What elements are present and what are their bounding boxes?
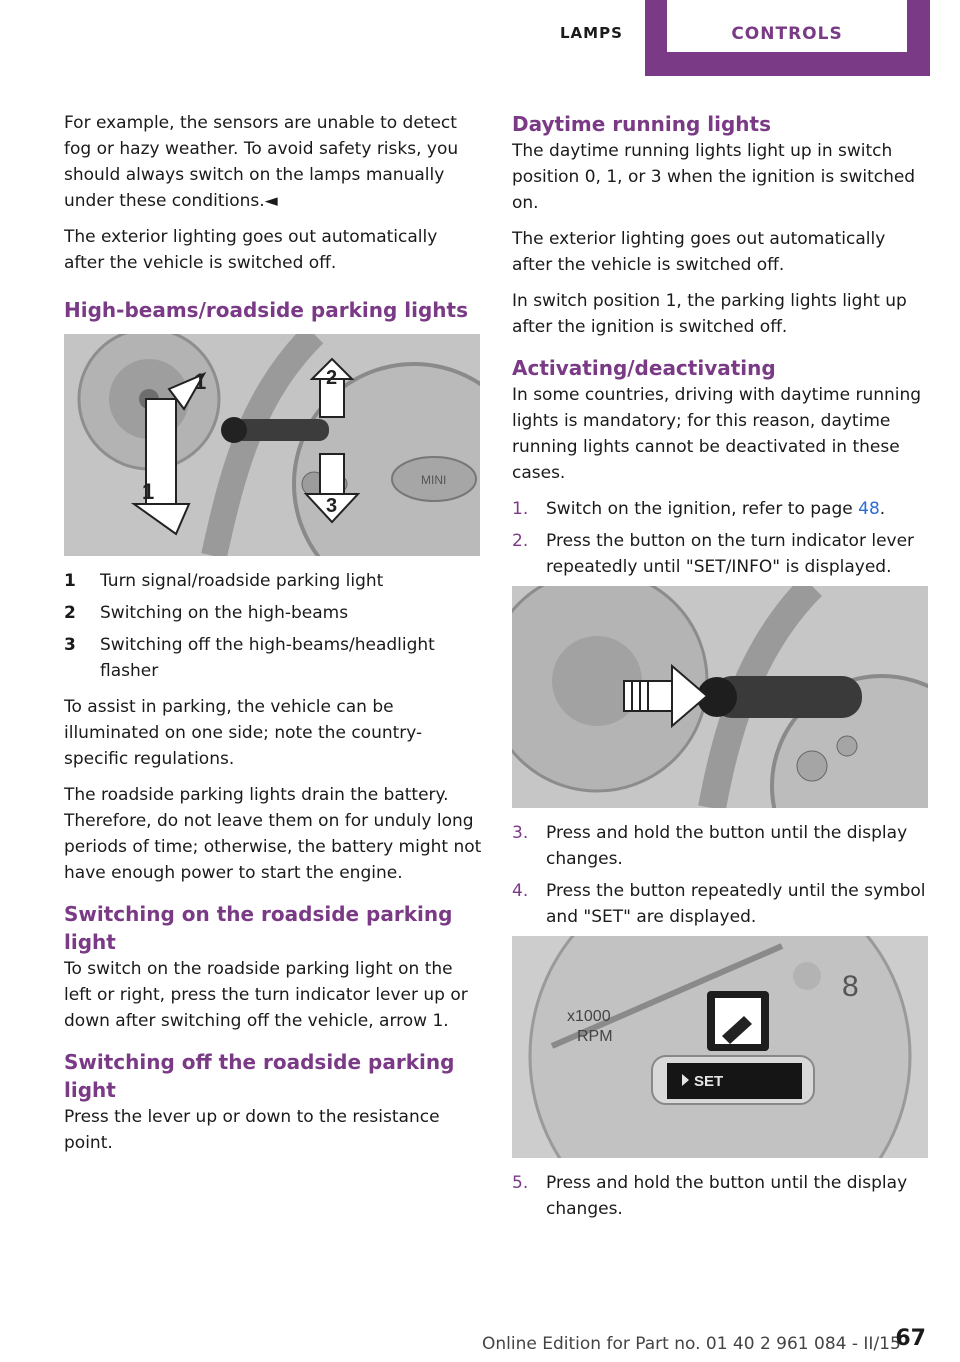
arrow-label-1: 1	[194, 369, 207, 394]
page-number: 67	[895, 1326, 926, 1351]
heading-switch-on: Switching on the roadside parking light	[64, 902, 453, 954]
rpm-label-2: RPM	[577, 1028, 613, 1045]
rpm-label-1: x1000	[567, 1008, 611, 1025]
arrow-label-2: 2	[326, 367, 338, 389]
legend-item: 2 Switching on the high-beams	[64, 603, 349, 623]
step-item: 4. Press the button repeatedly until the symbol and "SET" are displayed.	[512, 881, 926, 927]
chapter-label: CONTROLS	[731, 24, 843, 44]
heading-daytime-running-lights: Daytime running lights	[512, 112, 771, 136]
paragraph: To switch on the roadside parking light on the left or right, press the turn indicator lever up or down after switching off the vehicle, arrow 1.	[64, 959, 468, 1031]
paragraph: In some countries, driving with daytime running lights is mandatory; for this reason, daytime running lights cannot be deactivated in these cases.	[512, 385, 922, 483]
heading-activating: Activating/deactivating	[512, 356, 776, 380]
paragraph: In switch position 1, the parking lights light up after the ignition is switched off.	[512, 291, 907, 337]
edition-text: Online Edition for Part no. 01 40 2 961 084 - II/15	[482, 1334, 901, 1354]
step-item: 2. Press the button on the turn indicator lever repeatedly until "SET/INFO" is displayed.	[512, 531, 915, 577]
figure-lever-button	[512, 586, 928, 808]
figure-steering-lever-arrows	[64, 334, 480, 556]
heading-switch-off: Switching off the roadside parking light	[64, 1050, 455, 1102]
arrow-label-1-lower: 1	[142, 479, 155, 504]
step-item: 3. Press and hold the button until the display changes.	[512, 823, 908, 869]
brand-logo-text: MINI	[421, 473, 447, 487]
step-item: 5. Press and hold the button until the display changes.	[512, 1173, 908, 1219]
step-item: 1. Switch on the ignition, refer to page 48.	[512, 499, 886, 519]
heading-high-beams: High-beams/roadside parking lights	[64, 298, 468, 322]
paragraph: To assist in parking, the vehicle can be illuminated on one side; note the country-specific regulations.	[64, 697, 423, 769]
legend-item: 3 Switching off the high-beams/headlight flasher	[64, 635, 435, 681]
paragraph: For example, the sensors are unable to detect fog or hazy weather. To avoid safety risks, you should always switch on the lamps manually under these conditions.◄	[64, 113, 459, 211]
gauge-number: 8	[842, 970, 859, 1003]
figure-legend	[64, 568, 482, 684]
right-column	[512, 110, 930, 1228]
page-header	[0, 0, 960, 78]
paragraph: The exterior lighting goes out automatically after the vehicle is switched off.	[512, 229, 886, 275]
arrow-label-3: 3	[326, 495, 338, 517]
paragraph: Press the lever up or down to the resistance point.	[64, 1107, 440, 1153]
legend-item: 1 Turn signal/roadside parking light	[64, 571, 384, 591]
chapter-tab	[645, 0, 930, 76]
page-footer	[0, 1322, 960, 1362]
paragraph: The daytime running lights light up in switch position 0, 1, or 3 when the ignition is switched on.	[512, 141, 916, 213]
display-set-text: SET	[694, 1073, 724, 1090]
paragraph: The exterior lighting goes out automatically after the vehicle is switched off.	[64, 227, 438, 273]
left-column	[64, 110, 482, 1166]
figure-display-set	[512, 936, 928, 1158]
section-label: LAMPS	[560, 24, 623, 42]
paragraph: The roadside parking lights drain the battery. Therefore, do not leave them on for unduly long periods of time; otherwise, the battery might not have enough power to start the engine.	[64, 785, 482, 883]
page-reference-link[interactable]: 48	[858, 499, 880, 519]
